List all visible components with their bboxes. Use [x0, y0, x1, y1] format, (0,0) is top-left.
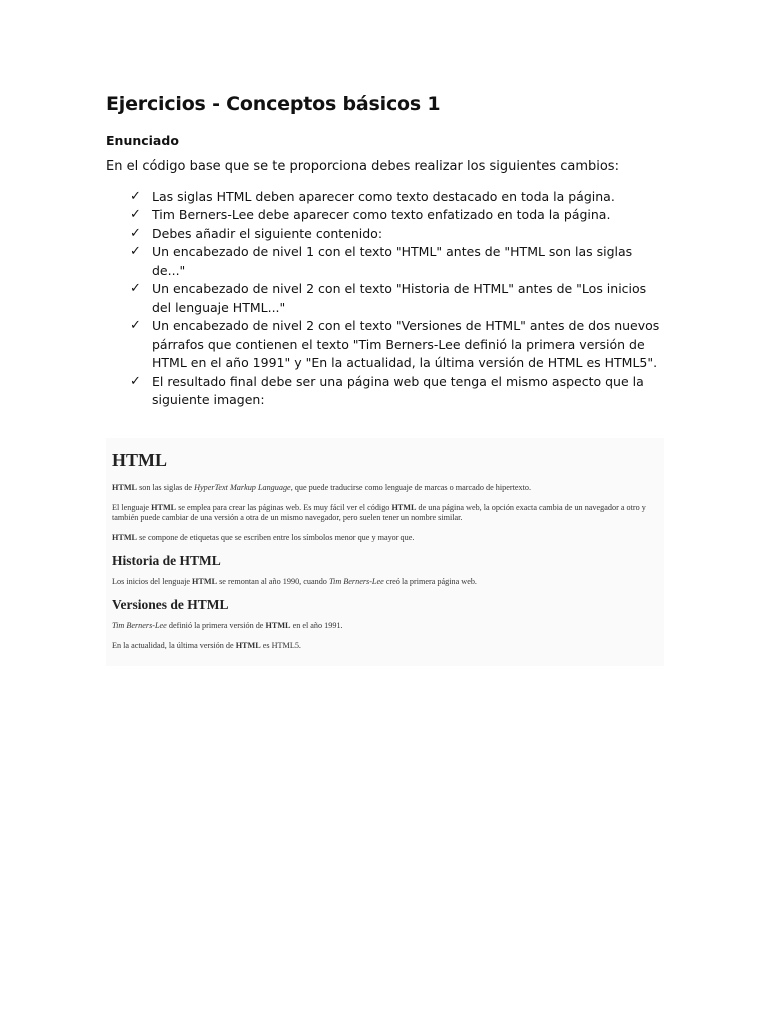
list-item-text: Debes añadir el siguiente contenido:: [152, 225, 383, 241]
list-item: [130, 280, 666, 317]
strong-text: HTML: [112, 533, 138, 542]
emphasis-text: Tim Berners-Lee: [328, 577, 384, 586]
check-icon: ✓: [130, 244, 141, 260]
sample-paragraph: HTML son las siglas de HyperText Markup Language, que puede traducirse como lenguaje de marcas o marcado de hipertexto.: [112, 483, 531, 492]
strong-text: HTML: [192, 577, 218, 586]
strong-text: HTML: [151, 503, 177, 512]
section-heading: Enunciado: [106, 132, 179, 148]
list-item-text: Un encabezado de nivel 2 con el texto "Versiones de HTML" antes de dos nuevos párrafos que contienen el texto "Tim Berners-Lee definió la primera versión de HTML en el año 1991" y "En la actualidad, la última versión de HTML es HTML5".: [152, 318, 660, 371]
sample-paragraph: HTML se compone de etiquetas que se escriben entre los símbolos menor que y mayor que.: [112, 533, 415, 542]
list-item: [130, 206, 666, 225]
sample-paragraph: El lenguaje HTML se emplea para crear las páginas web. Es muy fácil ver el código HTML de una página web, la opción exacta cambia de un navegador a otro y también puede cambiar de una versión a otra de un mismo navegador, pero suelen tener un nombre similar.: [112, 503, 646, 522]
strong-text: HTML: [112, 483, 138, 492]
check-icon: ✓: [130, 281, 141, 297]
sample-paragraph: En la actualidad, la última versión de HTML es HTML5.: [112, 641, 301, 650]
list-item-text: Tim Berners-Lee debe aparecer como texto enfatizado en toda la página.: [152, 207, 611, 223]
list-item: [130, 243, 666, 280]
sample-paragraph: Los inicios del lenguaje HTML se remontan al año 1990, cuando Tim Berners-Lee creó la primera página web.: [112, 577, 477, 586]
strong-text: HTML: [235, 641, 261, 650]
sample-heading-1: HTML: [112, 450, 168, 470]
list-item-text: Un encabezado de nivel 2 con el texto "Historia de HTML" antes de "Los inicios del lenguaje HTML...": [152, 281, 647, 315]
document-content: [106, 92, 666, 410]
strong-text: HTML: [391, 503, 417, 512]
check-icon: ✓: [130, 318, 141, 334]
list-item: [130, 225, 666, 244]
list-item-text: El resultado final debe ser una página web que tenga el mismo aspecto que la siguiente imagen:: [152, 373, 644, 408]
requirements-list: [106, 188, 666, 410]
document-title: Ejercicios - Conceptos básicos 1: [106, 93, 441, 115]
sample-paragraph: Tim Berners-Lee definió la primera versión de HTML en el año 1991.: [112, 621, 343, 630]
emphasis-text: Tim Berners-Lee: [112, 621, 167, 630]
emphasis-text: HyperText Markup Language: [194, 483, 291, 492]
list-item-text: Las siglas HTML deben aparecer como texto destacado en toda la página.: [152, 188, 615, 204]
list-item: [130, 188, 666, 207]
sample-heading-2: Versiones de HTML: [112, 597, 229, 612]
check-icon: ✓: [130, 373, 141, 389]
list-item: [130, 373, 666, 410]
check-icon: ✓: [130, 188, 141, 204]
list-item-text: Un encabezado de nivel 1 con el texto "HTML" antes de "HTML son las siglas de...": [152, 244, 633, 278]
result-screenshot: [106, 438, 664, 666]
sample-heading-2: Historia de HTML: [112, 553, 221, 568]
strong-text: HTML: [265, 621, 291, 630]
list-item: [130, 317, 666, 373]
sample-page: [106, 438, 664, 651]
check-icon: ✓: [130, 207, 141, 223]
check-icon: ✓: [130, 225, 141, 241]
intro-paragraph: En el código base que se te proporciona debes realizar los siguientes cambios:: [106, 158, 619, 174]
